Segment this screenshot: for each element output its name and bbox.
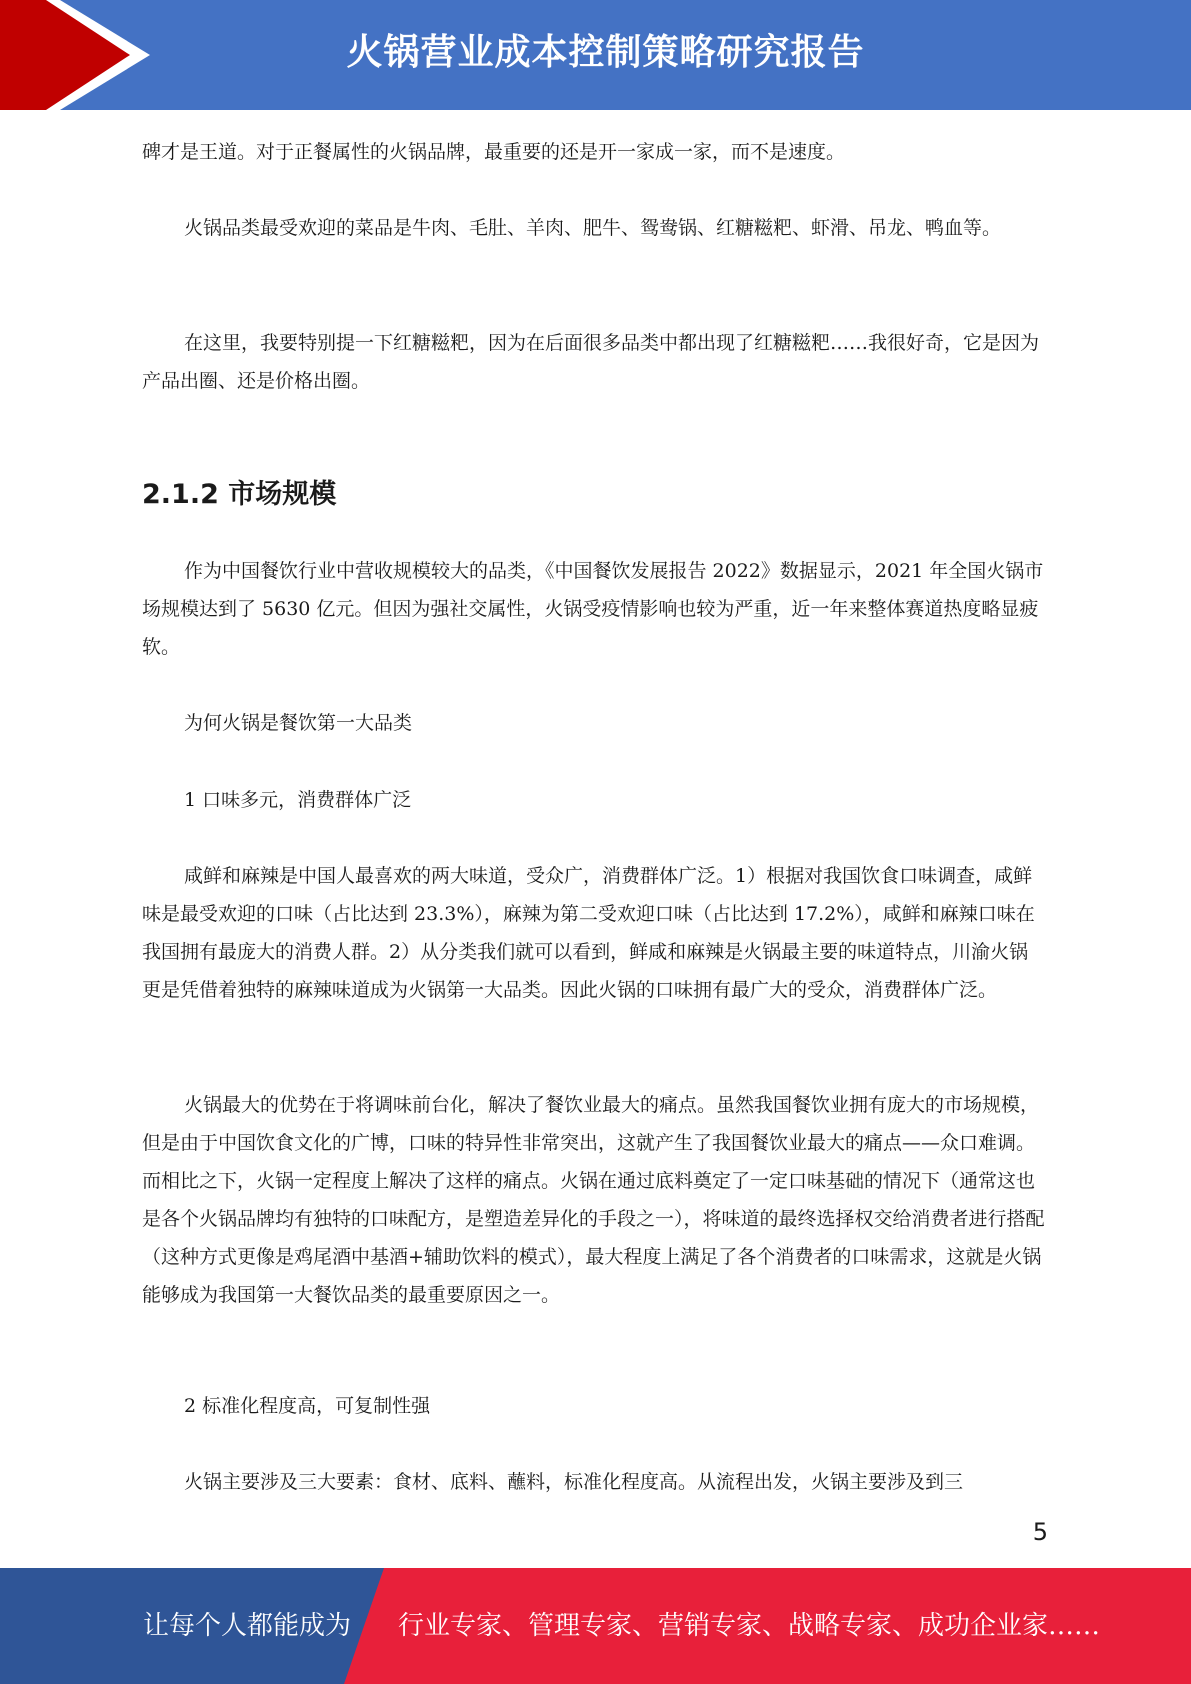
paragraph: 火锅品类最受欢迎的菜品是牛肉、毛肚、羊肉、肥牛、鸳鸯锅、红糖糍粑、虾滑、吊龙、鸭血等。 [184,217,1002,239]
footer-slogan-right: 行业专家、管理专家、营销专家、战略专家、成功企业家…… [398,1611,1101,1641]
paragraph: 火锅主要涉及三大要素：食材、底料、蘸料，标准化程度高。从流程出发，火锅主要涉及到三 [184,1471,964,1493]
page-header [0,0,1191,110]
page-number: 5 [1032,1518,1048,1546]
paragraph: 火锅最大的优势在于将调味前台化，解决了餐饮业最大的痛点。虽然我国餐饮业拥有庞大的市场规模，但是由于中国饮食文化的广博，口味的特异性非常突出，这就产生了我国餐饮业最大的痛点——众口难调。而相比之下，火锅一定程度上解决了这样的痛点。火锅在通过底料奠定了一定口味基础的情况下（通常这也是各个火锅品牌均有独特的口味配方，是塑造差异化的手段之一），将味道的最终选择权交给消费者进行搭配（这种方式更像是鸡尾酒中基酒+辅助饮料的模式），最大程度上满足了各个消费者的口味需求，这就是火锅能够成为我国第一大餐饮品类的最重要原因之一。 [142,1094,1045,1306]
page-footer [0,1568,1191,1684]
paragraph: 2 标准化程度高，可复制性强 [184,1395,431,1417]
document-title: 火锅营业成本控制策略研究报告 [346,32,865,73]
paragraph: 咸鲜和麻辣是中国人最喜欢的两大味道，受众广，消费群体广泛。1）根据对我国饮食口味调查，咸鲜味是最受欢迎的口味（占比达到 23.3%），麻辣为第二受欢迎口味（占比达到 17.2%），咸鲜和麻辣口味在我国拥有最庞大的消费人群。2）从分类我们就可以看到，鲜咸和麻辣是火锅最主要的味道特点，川渝火锅更是凭借着独特的麻辣味道成为火锅第一大品类。因此火锅的口味拥有最广大的受众，消费群体广泛。 [142,865,1035,1001]
paragraph: 碑才是王道。对于正餐属性的火锅品牌，最重要的还是开一家成一家，而不是速度。 [142,141,846,163]
paragraph: 在这里，我要特别提一下红糖糍粑，因为在后面很多品类中都出现了红糖糍粑……我很好奇，它是因为产品出圈、还是价格出圈。 [142,332,1040,392]
paragraph: 为何火锅是餐饮第一大品类 [184,712,413,734]
paragraph: 1 口味多元，消费群体广泛 [184,789,412,811]
paragraph: 作为中国餐饮行业中营收规模较大的品类，《中国餐饮发展报告 2022》数据显示，2021 年全国火锅市场规模达到了 5630 亿元。但因为强社交属性，火锅受疫情影响也较为严重，近一年来整体赛道热度略显疲软。 [142,560,1044,658]
footer-slogan-left: 让每个人都能成为 [143,1611,352,1641]
section-heading: 2.1.2 市场规模 [142,479,337,510]
